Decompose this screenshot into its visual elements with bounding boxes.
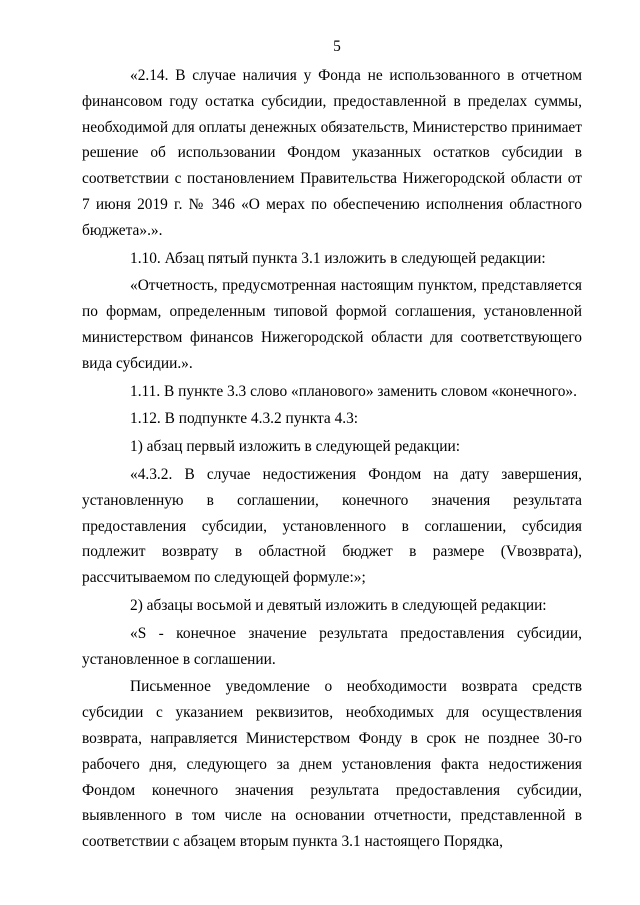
paragraph-1-11: 1.11. В пункте 3.3 слово «планового» заменить словом «конечного».: [130, 382, 577, 400]
paragraph-reporting: «Отчетность, предусмотренная настоящим пунктом, представляется по формам, определенным типовой формой соглашения, установленной министерством финансов Нижегородской области для соответствующего вида субсидии.».: [82, 277, 582, 372]
paragraph-1-10: 1.10. Абзац пятый пункта 3.1 изложить в следующей редакции:: [130, 249, 546, 267]
paragraph-s-definition: «S - конечное значение результата предоставления субсидии, установленное в соглашении.: [82, 624, 582, 668]
paragraph-1-12: 1.12. В подпункте 4.3.2 пункта 4.3:: [130, 410, 359, 428]
paragraph-notification: Письменное уведомление о необходимости возврата средств субсидии с указанием реквизитов, необходимых для осуществления возврата, направляется Министерством Фонду в срок не позднее 30-го рабочего дня, следующего за днем установления факта недостижения Фондом конечного значения результата предоставления субсидии, выявленного в том числе на основании отчетности, представленной в соответствии с абзацем вторым пункта 3.1 настоящего Порядка,: [82, 678, 582, 851]
paragraph-item-2: 2) абзацы восьмой и девятый изложить в следующей редакции:: [130, 596, 547, 614]
paragraph-2-14: «2.14. В случае наличия у Фонда не использованного в отчетном финансовом году остатка субсидии, предоставленной в пределах суммы, необходимой для оплаты денежных обязательств, Министерство принимает решение об использовании Фондом указанных остатков субсидии в соответствии с постановлением Правительства Нижегородской области от 7 июня 2019 г. № 346 «О мерах по обеспечению исполнения областного бюджета».».: [82, 67, 582, 239]
page-number: 5: [333, 38, 341, 55]
paragraph-item-1: 1) абзац первый изложить в следующей редакции:: [130, 438, 461, 456]
paragraph-4-3-2: «4.3.2. В случае недостижения Фондом на дату завершения, установленную в соглашении, конечного значения результата предоставления субсидии, установленного в соглашении, субсидия подлежит возврату в областной бюджет в размере (Vвозврата), рассчитываемом по следующей формуле:»;: [82, 465, 582, 587]
